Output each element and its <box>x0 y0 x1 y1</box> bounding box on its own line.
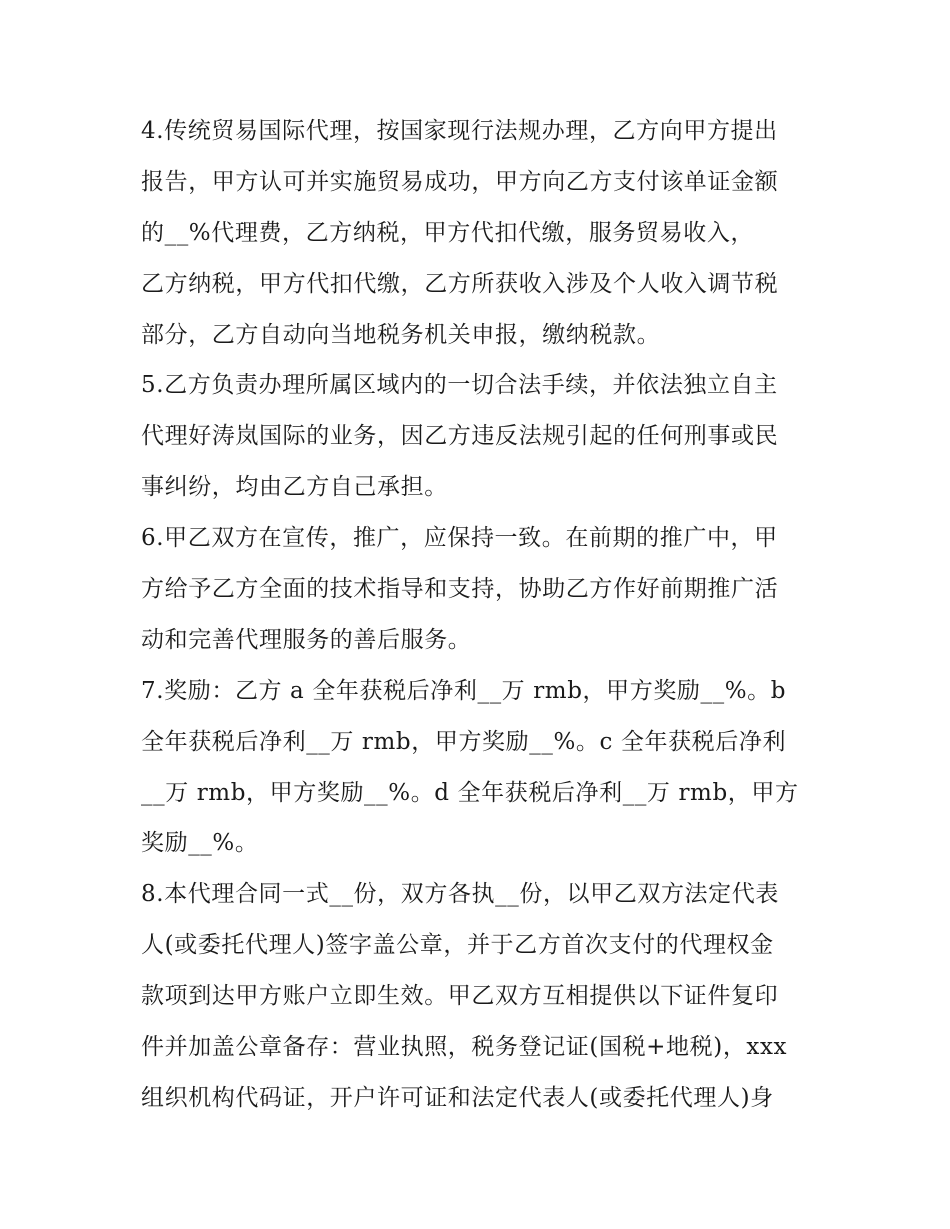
text-line: 代理好涛岚国际的业务，因乙方违反法规引起的任何刑事或民 <box>141 423 779 450</box>
text-line: 件并加盖公章备存：营业执照，税务登记证(国税+地税)，xxx <box>141 1034 788 1061</box>
text-line: 全年获税后净利__万 rmb，甲方奖励__%。c 全年获税后净利 <box>141 728 787 755</box>
text-line: 6.甲乙双方在宣传，推广，应保持一致。在前期的推广中，甲 <box>141 525 778 552</box>
text-line: 部分，乙方自动向当地税务机关申报，缴纳税款。 <box>141 321 661 348</box>
text-line: 奖励__%。 <box>141 830 259 857</box>
text-line: 7.奖励：乙方 a 全年获税后净利__万 rmb，甲方奖励__%。b <box>141 677 787 704</box>
text-line: 款项到达甲方账户立即生效。甲乙双方互相提供以下证件复印 <box>141 983 779 1010</box>
text-line: 乙方纳税，甲方代扣代缴，乙方所获收入涉及个人收入调节税 <box>141 270 779 297</box>
text-line: 动和完善代理服务的善后服务。 <box>141 626 472 653</box>
text-line: 组织机构代码证，开户许可证和法定代表人(或委托代理人)身 <box>141 1084 774 1111</box>
document-body <box>141 106 813 1124</box>
text-line: 8.本代理合同一式__份，双方各执__份，以甲乙双方法定代表 <box>141 881 779 908</box>
text-line: 5.乙方负责办理所属区域内的一切合法手续，并依法独立自主 <box>141 372 778 399</box>
text-line: 方给予乙方全面的技术指导和支持，协助乙方作好前期推广活 <box>141 576 779 603</box>
text-line: 人(或委托代理人)签字盖公章，并于乙方首次支付的代理权金 <box>141 932 774 959</box>
text-line: __万 rmb，甲方奖励__%。d 全年获税后净利__万 rmb，甲方 <box>141 779 799 806</box>
text-line: 4.传统贸易国际代理，按国家现行法规办理，乙方向甲方提出 <box>141 118 778 144</box>
text-line: 报告，甲方认可并实施贸易成功，甲方向乙方支付该单证金额 <box>141 168 779 195</box>
text-line: 的__%代理费，乙方纳税，甲方代扣代缴，服务贸易收入， <box>141 219 755 246</box>
text-line: 事纠纷，均由乙方自己承担。 <box>141 474 448 501</box>
